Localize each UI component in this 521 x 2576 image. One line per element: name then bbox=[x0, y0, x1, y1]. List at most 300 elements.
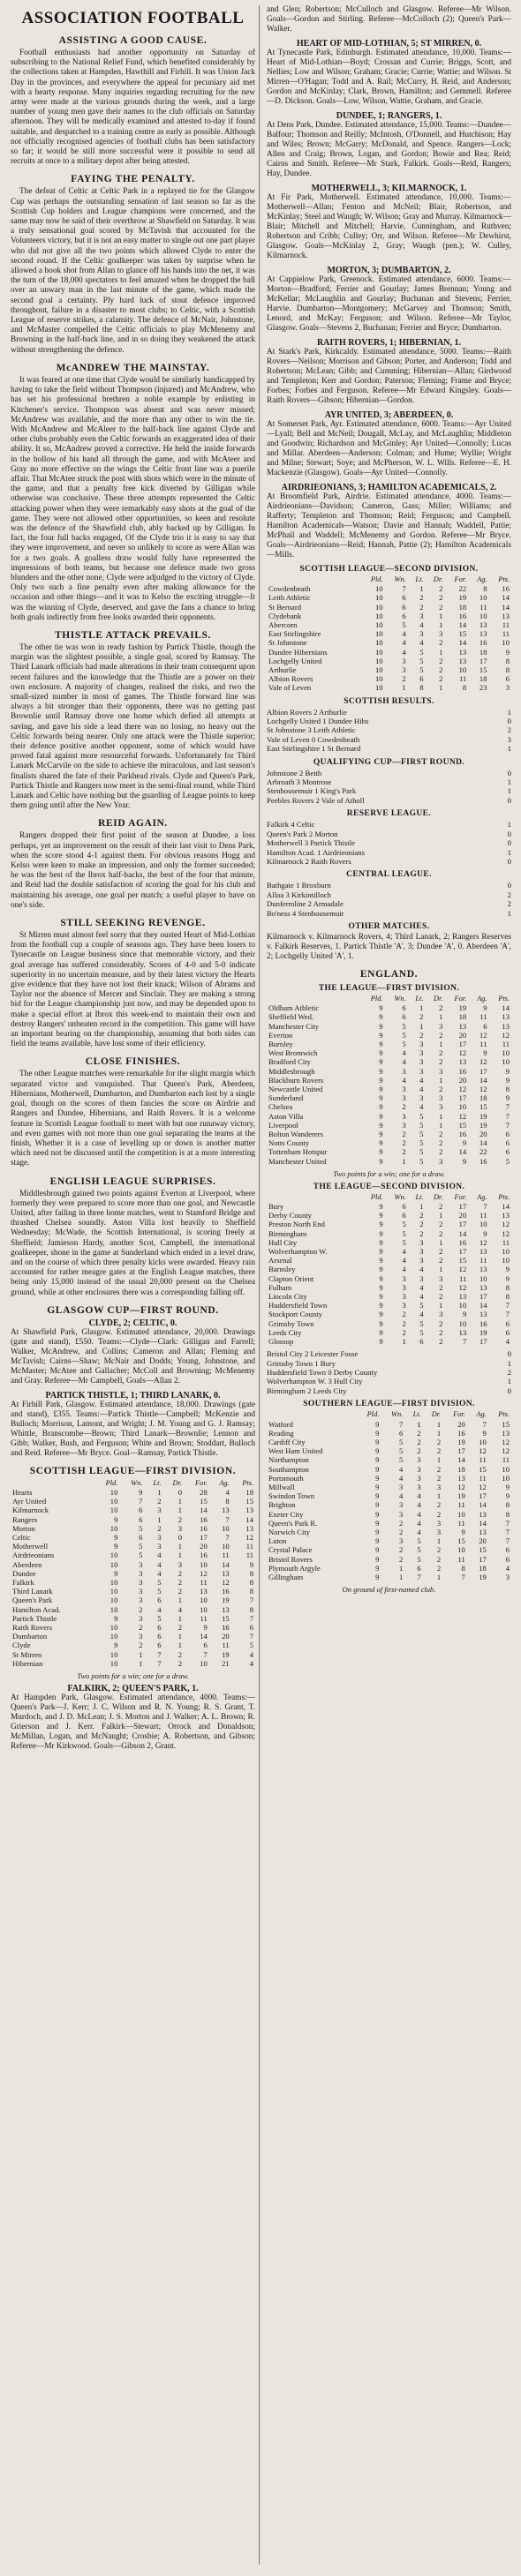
stat-cell: 3 bbox=[139, 1577, 143, 1587]
stat-cell: 13 bbox=[502, 1428, 510, 1438]
stat-cell: 3 bbox=[139, 1613, 143, 1623]
stat-cell: 3 bbox=[417, 1455, 421, 1465]
result-line bbox=[267, 796, 511, 805]
team-name: Clapton Orient bbox=[268, 1273, 314, 1283]
column-header: Dr. bbox=[433, 1192, 443, 1201]
stat-cell: 1 bbox=[177, 1497, 183, 1506]
table-row bbox=[267, 1085, 511, 1093]
stat-cell: 17 bbox=[458, 1093, 467, 1103]
stat-cell: 1 bbox=[436, 1419, 442, 1429]
stat-cell: 2 bbox=[439, 656, 443, 665]
stat-cell: 2 bbox=[177, 1577, 183, 1587]
table-row bbox=[267, 1292, 511, 1301]
stat-cell: 8 bbox=[461, 1563, 465, 1573]
stat-cell: 9 bbox=[139, 1487, 143, 1497]
column-header: Pld. bbox=[370, 1192, 383, 1201]
section-heading: SCOTTISH LEAGUE—FIRST DIVISION. bbox=[29, 1465, 237, 1476]
away-score: 0 bbox=[507, 717, 511, 726]
stat-cell: 11 bbox=[200, 1577, 208, 1587]
home-team: Dunfermline 2 Armadale bbox=[267, 899, 344, 909]
stat-cell: 9 bbox=[375, 1509, 380, 1519]
stat-cell: 15 bbox=[458, 1256, 467, 1265]
table-row bbox=[267, 1093, 511, 1102]
stat-cell: 6 bbox=[505, 1147, 510, 1157]
team-name: Tottenham Hotspur bbox=[268, 1147, 328, 1157]
team-name: Watford bbox=[268, 1419, 293, 1429]
table-row bbox=[267, 1337, 511, 1346]
stat-cell: 5 bbox=[505, 1156, 510, 1166]
stat-cell: 3 bbox=[439, 629, 443, 639]
table-row bbox=[11, 1641, 255, 1649]
stat-cell: 9 bbox=[505, 1075, 510, 1085]
stat-cell: 9 bbox=[375, 1464, 380, 1474]
stat-cell: 6 bbox=[505, 1545, 510, 1555]
section-heading: THE LEAGUE—FIRST DIVISION. bbox=[318, 983, 460, 993]
match-report bbox=[267, 483, 511, 560]
section-heading: CENTRAL LEAGUE. bbox=[346, 870, 432, 880]
results-list bbox=[267, 1349, 511, 1395]
team-name: Burnley bbox=[268, 1039, 293, 1048]
stat-cell: 10 bbox=[502, 1057, 510, 1067]
stat-cell: 8 bbox=[505, 1084, 510, 1093]
home-team: Lochgelly United 1 Dundee Hibs bbox=[267, 717, 369, 726]
stat-cell: 5 bbox=[419, 1318, 424, 1328]
table-row bbox=[267, 1283, 511, 1292]
stat-cell: 9 bbox=[462, 1156, 467, 1166]
match-details: At Shawfield Park, Glasgow. Estimated attendance, 20,000. Drawings (gate and stand), £550. Teams:—Clyde—Clark: Gilligan and Farrell; Walker, McAndrew, and Collins; Cameron and Allan; Fleming and McTavish; Cairns—Shaw; McNair and Dodds; Young, Johnstone, and McMaster; McAtee and Gallacher; McColl and Browning; McMenemy and Gray. Referee—Mr Campbell, Goals—Allan 2. bbox=[11, 1327, 255, 1386]
result-line bbox=[267, 735, 511, 744]
stat-cell: 11 bbox=[245, 1551, 253, 1560]
away-score: 2 bbox=[507, 725, 511, 735]
stat-cell: 8 bbox=[249, 1587, 253, 1596]
table-row bbox=[267, 1519, 511, 1528]
stat-cell: 12 bbox=[222, 1577, 230, 1587]
stat-cell: 19 bbox=[222, 1596, 230, 1605]
stat-cell: 9 bbox=[379, 1301, 383, 1311]
stat-cell: 3 bbox=[402, 1084, 406, 1093]
stat-cell: 5 bbox=[249, 1641, 253, 1650]
stat-cell: 17 bbox=[458, 1247, 467, 1257]
stat-cell: 4 bbox=[402, 1247, 406, 1257]
stat-cell: 6 bbox=[139, 1514, 143, 1524]
league-table-header bbox=[11, 1479, 255, 1488]
stat-cell: 4 bbox=[402, 1057, 406, 1067]
league-table-header bbox=[267, 575, 511, 584]
stat-cell: 19 bbox=[457, 1437, 465, 1446]
away-score: 0 bbox=[507, 768, 511, 777]
stat-cell: 1 bbox=[177, 1641, 183, 1650]
stat-cell: 17 bbox=[458, 1039, 467, 1048]
league-table bbox=[267, 575, 511, 693]
stat-cell: 1 bbox=[139, 1658, 143, 1668]
stat-cell: 20 bbox=[222, 1632, 230, 1641]
stat-cell: 2 bbox=[439, 1147, 443, 1157]
team-name: Arthurlie bbox=[268, 665, 297, 675]
stat-cell: 3 bbox=[436, 1527, 442, 1536]
stat-cell: 19 bbox=[222, 1649, 230, 1659]
ground-note: On ground of first-named club. bbox=[342, 1585, 436, 1595]
stat-cell: 9 bbox=[375, 1437, 380, 1446]
away-score: 1 bbox=[507, 777, 511, 787]
stat-cell: 11 bbox=[458, 1273, 467, 1283]
table-row bbox=[267, 1483, 511, 1491]
stat-cell: 17 bbox=[457, 1446, 465, 1456]
stat-cell: 4 bbox=[419, 1310, 424, 1319]
team-name: Grimsby Town bbox=[268, 1318, 314, 1328]
stat-cell: 3 bbox=[419, 1273, 424, 1283]
stat-cell: 7 bbox=[505, 1527, 510, 1536]
team-name: West Bromwich bbox=[268, 1048, 318, 1058]
stat-cell: 10 bbox=[502, 638, 510, 648]
away-score: 0 bbox=[507, 1349, 511, 1359]
stat-cell: 13 bbox=[502, 1211, 510, 1220]
stat-cell: 17 bbox=[479, 656, 487, 665]
stat-cell: 2 bbox=[177, 1587, 183, 1596]
stat-cell: 1 bbox=[436, 1572, 442, 1581]
team-name: Vale of Leven bbox=[268, 683, 312, 693]
stat-cell: 8 bbox=[462, 683, 467, 693]
stat-cell: 1 bbox=[439, 1120, 443, 1130]
stat-cell: 9 bbox=[505, 1093, 510, 1103]
stat-cell: 14 bbox=[200, 1506, 208, 1515]
stat-cell: 2 bbox=[439, 1327, 443, 1337]
stat-cell: 3 bbox=[402, 1273, 406, 1283]
column-header: Pts. bbox=[498, 994, 510, 1003]
stat-cell: 8 bbox=[225, 1497, 230, 1506]
section-heading: THE LEAGUE—SECOND DIVISION. bbox=[313, 1182, 465, 1191]
column-header: Ag. bbox=[477, 994, 487, 1003]
home-team: Peebles Rovers 2 Vale of Atholl bbox=[267, 795, 365, 805]
stat-cell: 9 bbox=[461, 1527, 465, 1536]
stat-cell: 22 bbox=[458, 584, 467, 594]
stat-cell: 5 bbox=[419, 647, 424, 657]
result-line bbox=[267, 857, 511, 866]
stat-cell: 1 bbox=[439, 1075, 443, 1085]
stat-cell: 9 bbox=[203, 1623, 208, 1632]
home-team: Bristol City 2 Leicester Fosse bbox=[267, 1349, 359, 1359]
away-score: 0 bbox=[507, 1386, 511, 1395]
stat-cell: 21 bbox=[222, 1658, 230, 1668]
table-row bbox=[11, 1488, 255, 1497]
stat-cell: 3 bbox=[419, 1057, 424, 1067]
stat-cell: 17 bbox=[479, 1554, 487, 1564]
stat-cell: 16 bbox=[458, 1237, 467, 1247]
stat-cell: 9 bbox=[462, 1310, 467, 1319]
team-name: Barnsley bbox=[268, 1265, 296, 1274]
stat-cell: 2 bbox=[417, 1446, 421, 1456]
stat-cell: 7 bbox=[225, 1514, 230, 1524]
column-header bbox=[267, 1410, 357, 1419]
team-name: Lincoln City bbox=[268, 1292, 307, 1302]
stat-cell: 6 bbox=[419, 1337, 424, 1347]
stat-cell: 1 bbox=[177, 1613, 183, 1623]
table-row bbox=[267, 1446, 511, 1455]
team-name: Oldham Athletic bbox=[268, 1003, 320, 1013]
team-name: Morton bbox=[12, 1523, 35, 1533]
section-heading: SCOTTISH RESULTS. bbox=[344, 696, 434, 706]
stat-cell: 2 bbox=[439, 593, 443, 603]
team-name: Plymouth Argyle bbox=[268, 1563, 321, 1573]
stat-cell: 15 bbox=[479, 1102, 487, 1112]
stat-cell: 10 bbox=[375, 665, 383, 675]
stat-cell: 10 bbox=[479, 611, 487, 620]
stat-cell: 8 bbox=[505, 1500, 510, 1510]
result-line bbox=[267, 1359, 511, 1368]
stat-cell: 9 bbox=[114, 1514, 118, 1524]
result-line bbox=[267, 830, 511, 838]
table-row bbox=[267, 1455, 511, 1464]
stat-cell: 7 bbox=[482, 1419, 487, 1429]
team-name: Albion Rovers bbox=[268, 674, 313, 684]
stat-cell: 3 bbox=[419, 1247, 424, 1257]
stat-cell: 2 bbox=[402, 674, 406, 684]
stat-cell: 3 bbox=[139, 1632, 143, 1641]
team-name: Ayr United bbox=[12, 1497, 47, 1506]
stat-cell: 2 bbox=[436, 1437, 442, 1446]
stat-cell: 16 bbox=[479, 1156, 487, 1166]
stat-cell: 8 bbox=[505, 656, 510, 665]
result-line bbox=[267, 717, 511, 725]
match-report bbox=[267, 39, 511, 107]
result-line bbox=[267, 1368, 511, 1377]
stat-cell: 5 bbox=[419, 656, 424, 665]
stat-cell: 1 bbox=[419, 1003, 424, 1013]
section-heading: McANDREW THE MAINSTAY. bbox=[56, 362, 210, 373]
stat-cell: 9 bbox=[505, 1265, 510, 1274]
team-name: Dundee bbox=[12, 1568, 36, 1578]
stat-cell: 11 bbox=[222, 1551, 230, 1560]
stat-cell: 17 bbox=[479, 1292, 487, 1302]
masthead: ASSOCIATION FOOTBALL bbox=[21, 9, 245, 27]
stat-cell: 11 bbox=[457, 1500, 465, 1510]
stat-cell: 2 bbox=[419, 1211, 424, 1220]
league-table bbox=[267, 1193, 511, 1346]
stat-cell: 2 bbox=[398, 1554, 404, 1564]
stat-cell: 4 bbox=[417, 1509, 421, 1519]
stat-cell: 6 bbox=[402, 1003, 406, 1013]
stat-cell: 2 bbox=[439, 1228, 443, 1238]
stat-cell: 5 bbox=[419, 1147, 424, 1157]
team-name: Hamilton Acad. bbox=[12, 1604, 61, 1614]
stat-cell: 3 bbox=[505, 1572, 510, 1581]
table-row bbox=[267, 1274, 511, 1283]
home-team: Vale of Leven 0 Cowdenbeath bbox=[267, 734, 360, 744]
stat-cell: 1 bbox=[439, 1012, 443, 1022]
column-header: Lt. bbox=[412, 1410, 421, 1419]
stat-cell: 15 bbox=[200, 1497, 208, 1506]
table-row bbox=[267, 1138, 511, 1147]
stat-cell: 3 bbox=[139, 1596, 143, 1605]
team-name: Partick Thistle bbox=[12, 1613, 57, 1623]
stat-cell: 3 bbox=[402, 1066, 406, 1076]
stat-cell: 4 bbox=[398, 1464, 404, 1474]
column-header: Lt. bbox=[415, 994, 424, 1003]
team-name: Preston North End bbox=[268, 1220, 325, 1229]
stat-cell: 6 bbox=[402, 593, 406, 603]
column-header: For. bbox=[195, 1478, 208, 1487]
stat-cell: 4 bbox=[398, 1473, 404, 1483]
stat-cell: 9 bbox=[379, 1247, 383, 1257]
stat-cell: 14 bbox=[479, 1301, 487, 1311]
table-row bbox=[267, 1130, 511, 1138]
table-row bbox=[11, 1506, 255, 1514]
team-name: Norwich City bbox=[268, 1527, 311, 1536]
stat-cell: 6 bbox=[402, 611, 406, 620]
section-heading: GLASGOW CUP—FIRST ROUND. bbox=[47, 1304, 219, 1316]
stat-cell: 2 bbox=[439, 1220, 443, 1229]
stat-cell: 9 bbox=[114, 1613, 118, 1623]
stat-cell: 1 bbox=[177, 1551, 183, 1560]
stat-cell: 1 bbox=[177, 1506, 183, 1515]
stat-cell: 9 bbox=[379, 1075, 383, 1085]
stat-cell: 3 bbox=[139, 1587, 143, 1596]
stat-cell: 6 bbox=[157, 1596, 162, 1605]
table-row bbox=[267, 657, 511, 665]
stat-cell: 11 bbox=[479, 602, 487, 612]
stat-cell: 10 bbox=[109, 1506, 118, 1515]
match-report bbox=[11, 1684, 255, 1752]
stat-cell: 5 bbox=[402, 1220, 406, 1229]
stat-cell: 10 bbox=[479, 1437, 487, 1446]
stat-cell: 3 bbox=[439, 1021, 443, 1031]
away-score: 1 bbox=[507, 820, 511, 830]
table-row bbox=[11, 1569, 255, 1578]
team-name: Bolton Wanderers bbox=[268, 1130, 323, 1138]
column-header: Dr. bbox=[433, 994, 443, 1003]
table-row bbox=[267, 584, 511, 593]
stat-cell: 12 bbox=[479, 1084, 487, 1093]
stat-cell: 8 bbox=[505, 1292, 510, 1302]
stat-cell: 1 bbox=[436, 1428, 442, 1438]
team-name: St Bernard bbox=[268, 602, 301, 612]
stat-cell: 12 bbox=[458, 1111, 467, 1121]
stat-cell: 10 bbox=[109, 1649, 118, 1659]
table-row bbox=[267, 593, 511, 602]
column-header: Pts. bbox=[498, 1410, 510, 1419]
stat-cell: 13 bbox=[502, 1021, 510, 1031]
table-row bbox=[267, 1048, 511, 1057]
stat-cell: 7 bbox=[505, 1102, 510, 1112]
team-name: Everton bbox=[268, 1030, 293, 1040]
result-line bbox=[267, 881, 511, 890]
table-row bbox=[11, 1587, 255, 1596]
stat-cell: 13 bbox=[222, 1568, 230, 1578]
stat-cell: 5 bbox=[402, 620, 406, 630]
stat-cell: 9 bbox=[375, 1554, 380, 1564]
home-team: East Stirlingshire 1 St Bernard bbox=[267, 744, 361, 754]
stat-cell: 14 bbox=[200, 1632, 208, 1641]
column-header: Pts. bbox=[498, 575, 510, 583]
stat-cell: 16 bbox=[479, 638, 487, 648]
league-table bbox=[267, 1410, 511, 1581]
table-row bbox=[267, 1429, 511, 1438]
stat-cell: 10 bbox=[109, 1551, 118, 1560]
stat-cell: 4 bbox=[402, 1075, 406, 1085]
stat-cell: 3 bbox=[398, 1509, 404, 1519]
stat-cell: 13 bbox=[222, 1506, 230, 1515]
stat-cell: 1 bbox=[398, 1572, 404, 1581]
team-name: Sunderland bbox=[268, 1093, 304, 1103]
team-name: Newcastle United bbox=[268, 1084, 323, 1093]
stat-cell: 0 bbox=[177, 1532, 183, 1542]
table-row bbox=[267, 1328, 511, 1337]
stat-cell: 6 bbox=[157, 1623, 162, 1632]
table-row bbox=[267, 1438, 511, 1446]
article-paragraph: Middlesbrough gained two points against Everton at Liverpool, where formerly they were prepared to score more than one goal, and Newcastle United, after failing in three home matches, went to Stamford Bridge and thrashed Chelsea soundly. Aston Villa lost heavily to Sheffield Wednesday; McWade, the Scottish International, is scoring freely at Sheffield; Jamieson Hardy, another Scot, Campbell, the international goalkeeper, shone in the game at Sunderland which ended in a level draw, and on the course of which three penalty kicks were awarded. Heavy rain accounted for rather meagre gates at the English League matches, there being only 15,000 instead of the usual 20,000 present on the Chelsea ground, while at other enclosures there was a corresponding falling off. bbox=[11, 1189, 255, 1297]
stat-cell: 12 bbox=[502, 1220, 510, 1229]
stat-cell: 9 bbox=[114, 1542, 118, 1551]
stat-cell: 13 bbox=[200, 1587, 208, 1596]
stat-cell: 10 bbox=[502, 1256, 510, 1265]
stat-cell: 9 bbox=[379, 1237, 383, 1247]
stat-cell: 7 bbox=[157, 1658, 162, 1668]
stat-cell: 1 bbox=[439, 620, 443, 630]
stat-cell: 19 bbox=[479, 1327, 487, 1337]
stat-cell: 9 bbox=[379, 1265, 383, 1274]
stat-cell: 5 bbox=[417, 1554, 421, 1564]
stat-cell: 16 bbox=[458, 1066, 467, 1076]
column-header: Pts. bbox=[498, 1192, 510, 1201]
stat-cell: 4 bbox=[402, 629, 406, 639]
team-name: St Mirren bbox=[12, 1649, 42, 1659]
away-score: 2 bbox=[507, 1368, 511, 1378]
stat-cell: 16 bbox=[502, 584, 510, 594]
stat-cell: 10 bbox=[375, 602, 383, 612]
table-row bbox=[11, 1614, 255, 1623]
league-table bbox=[11, 1479, 255, 1668]
left-column bbox=[11, 5, 255, 2560]
stat-cell: 5 bbox=[157, 1577, 162, 1587]
stat-cell: 13 bbox=[479, 1282, 487, 1292]
section-heading: ENGLAND. bbox=[359, 968, 419, 980]
team-name: West Ham United bbox=[268, 1446, 323, 1456]
points-note: Two points for a win; one for a draw. bbox=[333, 1168, 445, 1178]
stat-cell: 2 bbox=[419, 1228, 424, 1238]
away-score: 1 bbox=[507, 1358, 511, 1368]
table-row bbox=[267, 1067, 511, 1076]
stat-cell: 9 bbox=[114, 1532, 118, 1542]
column-header: Wn. bbox=[394, 1192, 406, 1201]
team-name: Portsmouth bbox=[268, 1473, 304, 1483]
stat-cell: 6 bbox=[483, 1021, 487, 1031]
table-row bbox=[267, 1528, 511, 1536]
table-row bbox=[11, 1596, 255, 1604]
stat-cell: 6 bbox=[249, 1623, 253, 1632]
table-row bbox=[267, 1256, 511, 1265]
stat-cell: 6 bbox=[398, 1428, 404, 1438]
stat-cell: 5 bbox=[139, 1542, 143, 1551]
match-score: CLYDE, 2; CELTIC, 0. bbox=[88, 1318, 177, 1328]
stat-cell: 9 bbox=[483, 1228, 487, 1238]
stat-cell: 4 bbox=[417, 1518, 421, 1528]
stat-cell: 14 bbox=[458, 1147, 467, 1157]
column-header bbox=[267, 1193, 361, 1202]
stat-cell: 2 bbox=[436, 1554, 442, 1564]
league-table-header bbox=[267, 1193, 511, 1202]
stat-cell: 13 bbox=[458, 1327, 467, 1337]
stat-cell: 9 bbox=[375, 1491, 380, 1501]
stat-cell: 9 bbox=[482, 1428, 487, 1438]
stat-cell: 19 bbox=[458, 593, 467, 603]
stat-cell: 6 bbox=[505, 1318, 510, 1328]
section-heading: SOUTHERN LEAGUE—FIRST DIVISION. bbox=[303, 1400, 475, 1409]
stat-cell: 6 bbox=[157, 1641, 162, 1650]
match-report bbox=[267, 410, 511, 478]
stat-cell: 7 bbox=[398, 1419, 404, 1429]
table-row bbox=[267, 1465, 511, 1474]
stat-cell: 5 bbox=[419, 1327, 424, 1337]
table-row bbox=[267, 1112, 511, 1121]
